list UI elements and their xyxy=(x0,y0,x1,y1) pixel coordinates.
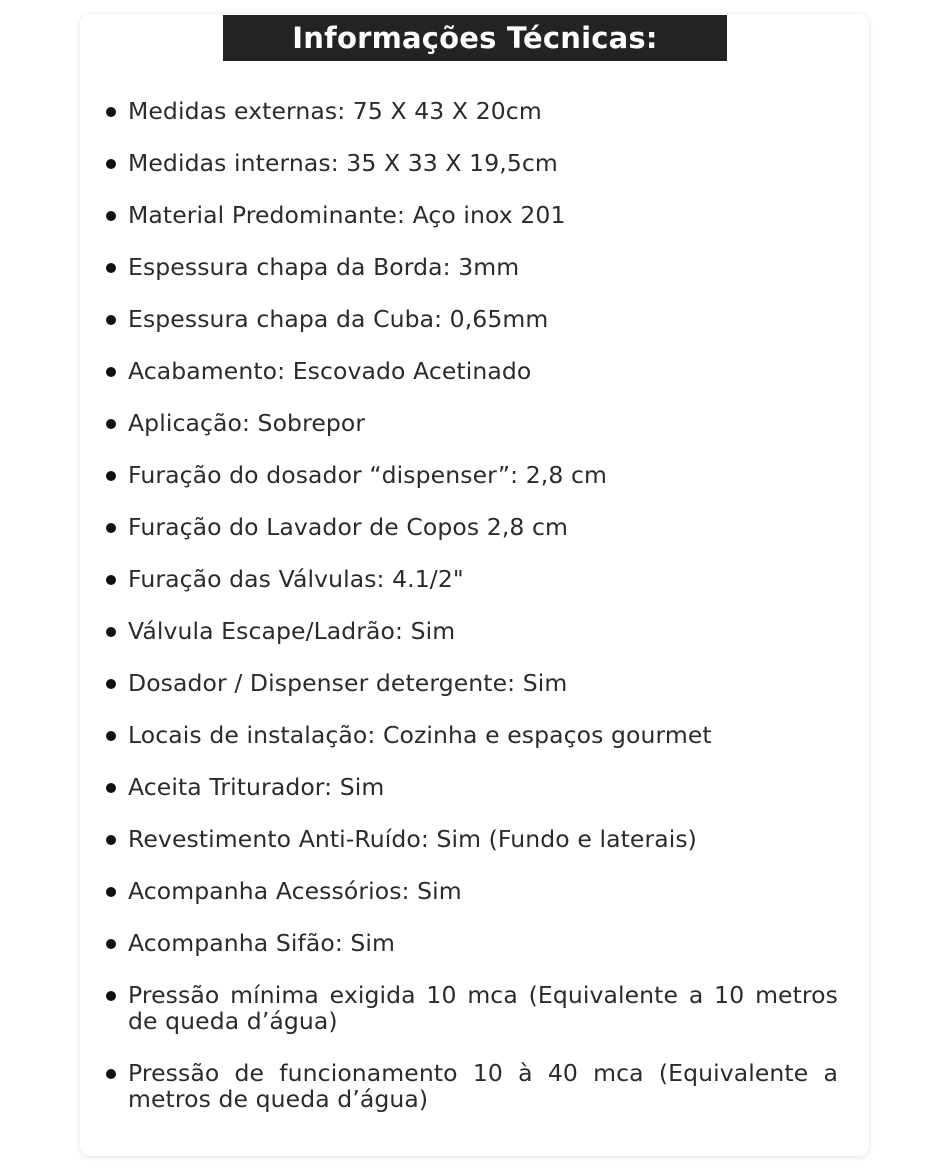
bullet-icon xyxy=(106,731,116,741)
spec-item xyxy=(104,150,838,176)
spec-list xyxy=(104,98,838,1138)
bullet-icon xyxy=(106,887,116,897)
spec-item xyxy=(104,410,838,436)
bullet-icon xyxy=(106,367,116,377)
spec-item xyxy=(104,722,838,748)
spec-text: Válvula Escape/Ladrão: Sim xyxy=(128,617,456,645)
spec-item xyxy=(104,670,838,696)
spec-item xyxy=(104,826,838,852)
bullet-icon xyxy=(106,679,116,689)
spec-item xyxy=(104,98,838,124)
bullet-icon xyxy=(106,523,116,533)
bullet-icon xyxy=(106,471,116,481)
spec-text: Dosador / Dispenser detergente: Sim xyxy=(128,669,568,697)
spec-item xyxy=(104,878,838,904)
spec-item xyxy=(104,930,838,956)
spec-item xyxy=(104,254,838,280)
spec-text: Pressão mínima exigida 10 mca (Equivalente a 10 metros de queda d’água) xyxy=(128,981,838,1035)
spec-item xyxy=(104,462,838,488)
spec-text: Furação das Válvulas: 4.1/2" xyxy=(128,565,464,593)
spec-text: Acompanha Acessórios: Sim xyxy=(128,877,462,905)
spec-item xyxy=(104,566,838,592)
spec-text: Acompanha Sifão: Sim xyxy=(128,929,396,957)
bullet-icon xyxy=(106,627,116,637)
spec-item xyxy=(104,1060,838,1112)
spec-item xyxy=(104,306,838,332)
spec-item xyxy=(104,774,838,800)
bullet-icon xyxy=(106,159,116,169)
spec-text: Acabamento: Escovado Acetinado xyxy=(128,357,532,385)
spec-text: Furação do dosador “dispenser”: 2,8 cm xyxy=(128,461,607,489)
bullet-icon xyxy=(106,835,116,845)
bullet-icon xyxy=(106,315,116,325)
spec-text: Medidas externas: 75 X 43 X 20cm xyxy=(128,97,542,125)
bullet-icon xyxy=(106,575,116,585)
spec-text: Espessura chapa da Borda: 3mm xyxy=(128,253,520,281)
bullet-icon xyxy=(106,783,116,793)
bullet-icon xyxy=(106,419,116,429)
bullet-icon xyxy=(106,939,116,949)
bullet-icon xyxy=(106,107,116,117)
spec-item xyxy=(104,358,838,384)
bullet-icon xyxy=(106,263,116,273)
spec-text: Espessura chapa da Cuba: 0,65mm xyxy=(128,305,549,333)
spec-text: Revestimento Anti-Ruído: Sim (Fundo e laterais) xyxy=(128,825,697,853)
spec-item xyxy=(104,202,838,228)
spec-text: Aceita Triturador: Sim xyxy=(128,773,385,801)
spec-text: Material Predominante: Aço inox 201 xyxy=(128,201,566,229)
spec-item xyxy=(104,982,838,1034)
spec-item xyxy=(104,618,838,644)
bullet-icon xyxy=(106,991,116,1001)
bullet-icon xyxy=(106,1069,116,1079)
spec-text: Pressão de funcionamento 10 à 40 mca (Equivalente a metros de queda d’água) xyxy=(128,1059,838,1113)
section-title: Informações Técnicas: xyxy=(292,21,658,55)
spec-text: Aplicação: Sobrepor xyxy=(128,409,366,437)
bullet-icon xyxy=(106,211,116,221)
spec-item xyxy=(104,514,838,540)
spec-text: Medidas internas: 35 X 33 X 19,5cm xyxy=(128,149,558,177)
section-title-bar xyxy=(223,15,727,61)
spec-text: Locais de instalação: Cozinha e espaços gourmet xyxy=(128,721,712,749)
spec-text: Furação do Lavador de Copos 2,8 cm xyxy=(128,513,569,541)
